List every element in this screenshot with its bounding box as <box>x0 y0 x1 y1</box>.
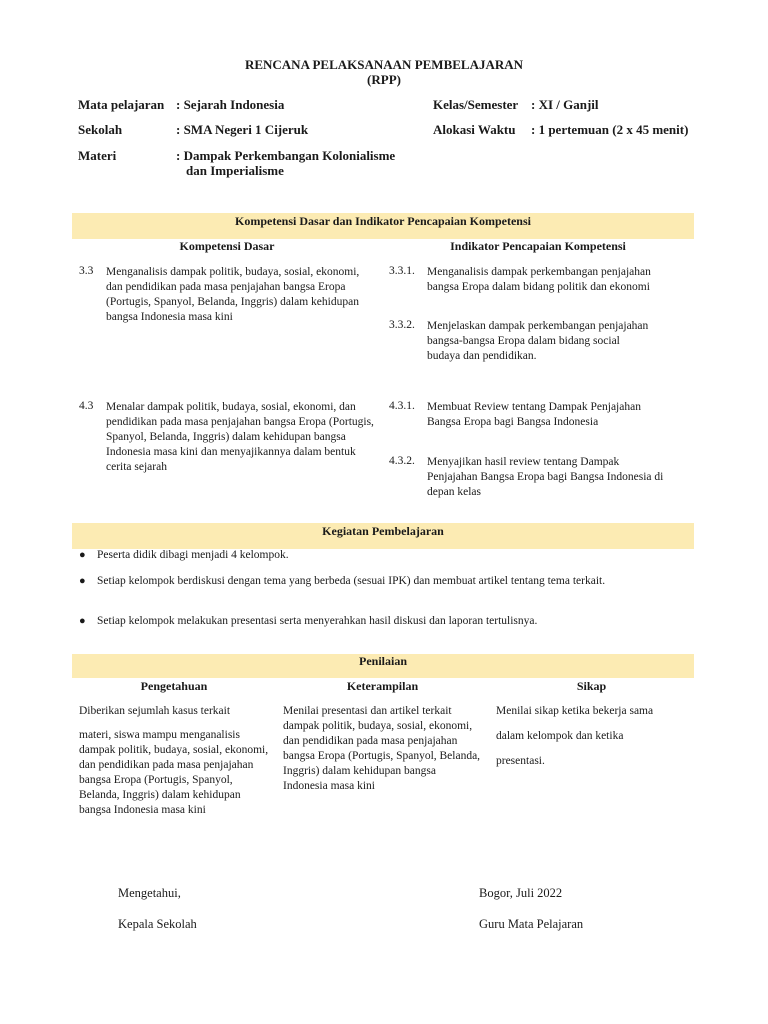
ipk2-number: 3.3.2. <box>389 319 415 331</box>
kd1-number: 3.3 <box>79 265 94 277</box>
alokasi-label: Alokasi Waktu <box>433 122 516 137</box>
sekolah-label: Sekolah <box>78 122 123 137</box>
ipk-column-header: Indikator Pencapaian Kompetensi <box>450 239 626 253</box>
kegiatan-item <box>79 574 697 589</box>
kegiatan-item-text: Setiap kelompok berdiskusi dengan tema yang berbeda (sesuai IPK) dan membuat artikel tentang tema terkait. <box>97 575 606 587</box>
kegiatan-item-text: Peserta didik dibagi menjadi 4 kelompok. <box>97 549 289 561</box>
document-title: RENCANA PELAKSANAAN PEMBELAJARAN <box>244 57 524 72</box>
ipk2-text: Menjelaskan dampak perkembangan penjajahan bangsa-bangsa Eropa dalam bidang social budaya dan pendidikan. <box>427 320 649 362</box>
signature-right-line2: Guru Mata Pelajaran <box>479 917 584 931</box>
sikap-text-3: presentasi. <box>496 755 545 767</box>
ipk1-text: Menganalisis dampak perkembangan penjajahan bangsa Eropa dalam bidang politik dan ekonomi <box>427 266 651 293</box>
ipk1-number: 3.3.1. <box>389 265 415 277</box>
pengetahuan-text-2: materi, siswa mampu menganalisis dampak politik, budaya, sosial, ekonomi, dan pendidikan pada masa penjajahan bangsa Eropa (Portugis, Spanyol, Belanda, Inggris) dalam kehidupan bangsa Indonesia masa kini <box>79 729 269 816</box>
materi-value: : Dampak Perkembangan Kolonialisme <box>176 148 396 163</box>
kd-column-header: Kompetensi Dasar <box>179 239 275 253</box>
ipk3-text: Membuat Review tentang Dampak Penjajahan Bangsa Eropa bagi Bangsa Indonesia <box>427 401 641 428</box>
bullet-icon: ● <box>79 575 86 587</box>
mapel-value: : Sejarah Indonesia <box>176 97 285 112</box>
bullet-icon: ● <box>79 549 86 561</box>
ipk4-number: 4.3.2. <box>389 455 415 467</box>
sikap-text-1: Menilai sikap ketika bekerja sama <box>496 705 654 717</box>
mapel-label: Mata pelajaran <box>78 97 165 112</box>
kelas-label: Kelas/Semester <box>433 97 519 112</box>
sikap-text-2: dalam kelompok dan ketika <box>496 730 624 742</box>
kegiatan-item <box>79 548 707 563</box>
kegiatan-item <box>79 614 707 629</box>
ipk3-number: 4.3.1. <box>389 400 415 412</box>
document-subtitle: (RPP) <box>367 72 401 87</box>
keterampilan-text: Menilai presentasi dan artikel terkait dampak politik, budaya, sosial, ekonomi, dan pendidikan pada masa penjajahan bangsa Eropa (Portugis, Spanyol, Belanda, Inggris) dalam kehidupan bangsa Indonesia masa kini <box>283 705 481 792</box>
kd2-text: Menalar dampak politik, budaya, sosial, ekonomi, dan pendidikan pada masa penjajahan bangsa Eropa (Portugis, Spanyol, Belanda, Inggris) dalam kehidupan bangsa Indonesia masa kini dan menyajikannya dalam bentuk cerita sejarah <box>106 401 374 473</box>
penilaian-band: Penilaian <box>72 654 694 678</box>
sikap-header: Sikap <box>576 679 607 693</box>
alokasi-value: : 1 pertemuan (2 x 45 menit) <box>531 122 689 137</box>
materi-label: Materi <box>78 148 117 163</box>
keterampilan-header: Keterampilan <box>346 679 419 693</box>
kegiatan-item-text: Setiap kelompok melakukan presentasi serta menyerahkan hasil diskusi dan laporan tertulisnya. <box>97 615 538 627</box>
kompetensi-band: Kompetensi Dasar dan Indikator Pencapaian Kompetensi <box>72 213 694 239</box>
signature-right-line1: Bogor, Juli 2022 <box>479 886 563 900</box>
pengetahuan-header: Pengetahuan <box>140 679 208 693</box>
pengetahuan-text-1: Diberikan sejumlah kasus terkait <box>79 705 231 717</box>
sekolah-value: : SMA Negeri 1 Cijeruk <box>176 122 309 137</box>
signature-left-line2: Kepala Sekolah <box>118 917 197 931</box>
materi-value-cont: dan Imperialisme <box>186 163 284 178</box>
kegiatan-band: Kegiatan Pembelajaran <box>72 523 694 549</box>
kelas-value: : XI / Ganjil <box>531 97 599 112</box>
bullet-icon: ● <box>79 615 86 627</box>
kd2-number: 4.3 <box>79 400 94 412</box>
ipk4-text: Menyajikan hasil review tentang Dampak Penjajahan Bangsa Eropa bagi Bangsa Indonesia di depan kelas <box>427 456 664 498</box>
signature-left-line1: Mengetahui, <box>118 886 181 900</box>
kd1-text: Menganalisis dampak politik, budaya, sosial, ekonomi, dan pendidikan pada masa penjajahan bangsa Eropa (Portugis, Spanyol, Belanda, Inggris) dalam kehidupan bangsa Indonesia masa kini <box>106 266 360 323</box>
